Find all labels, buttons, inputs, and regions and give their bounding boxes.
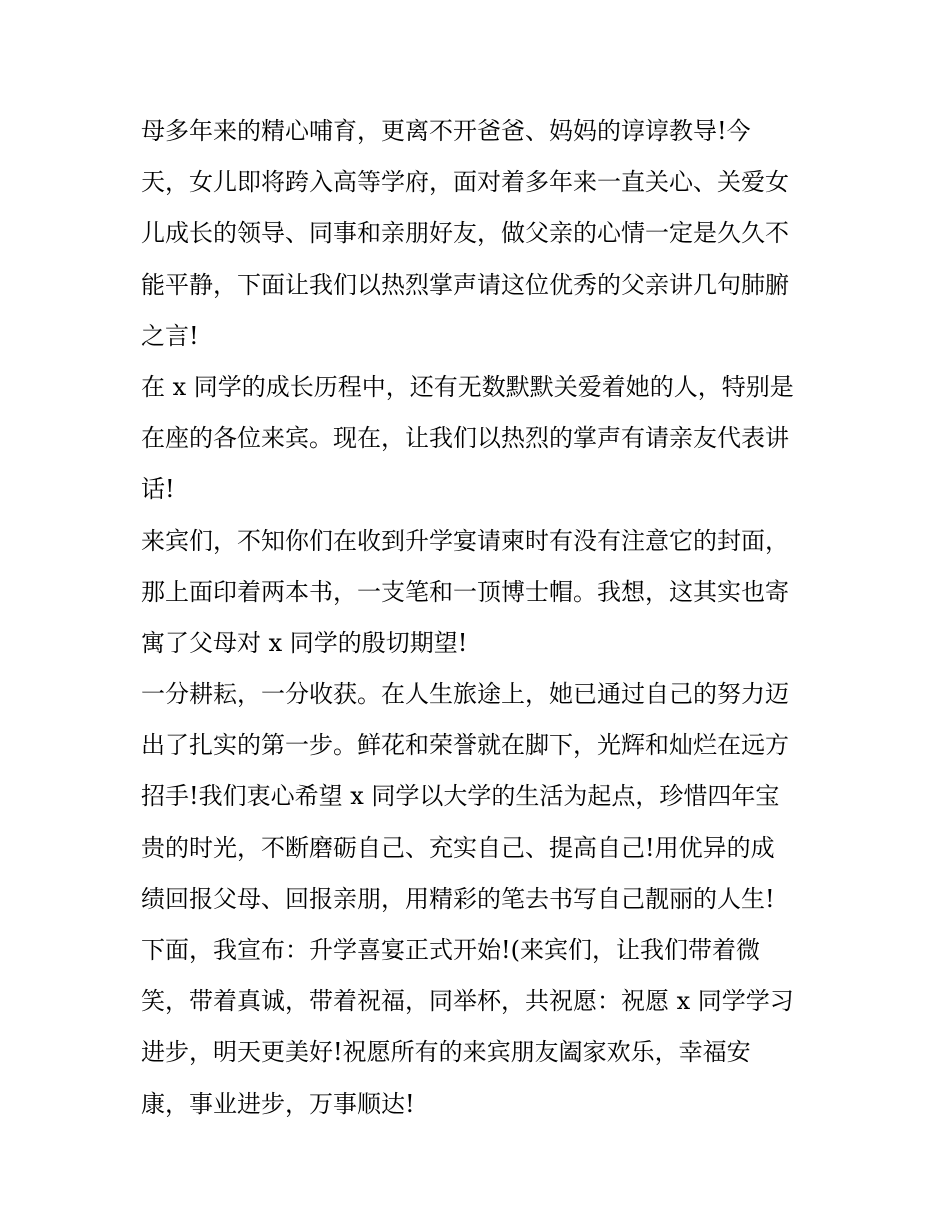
text-line: 下面，我宣布：升学喜宴正式开始!(来宾们，让我们带着微 (141, 936, 761, 964)
text-line: 在座的各位来宾。现在，让我们以热烈的掌声有请亲友代表讲 (141, 424, 789, 453)
text-line: 那上面印着两本书，一支笔和一顶博士帽。我想，这其实也寄 (141, 577, 789, 606)
text-line: 进步，明天更美好!祝愿所有的来宾朋友阖家欢乐，幸福安 (141, 1038, 751, 1067)
text-line: 天，女儿即将跨入高等学府，面对着多年来一直关心、关爱女 (141, 168, 789, 197)
text-line: 话! (141, 475, 175, 504)
text-line: 来宾们，不知你们在收到升学宴请柬时有没有注意它的封面， (141, 526, 789, 555)
text-line: 贵的时光，不断磨砺自己、充实自己、提高自己!用优异的成 (141, 833, 775, 862)
document-body (141, 106, 821, 1130)
text-line: 寓了父母对 x 同学的殷切期望! (141, 628, 468, 657)
text-line: 能平静，下面让我们以热烈掌声请这位优秀的父亲讲几句肺腑 (141, 270, 789, 299)
text-line: 招手!我们衷心希望 x 同学以大学的生活为起点，珍惜四年宝 (141, 782, 780, 811)
text-line: 康，事业进步，万事顺达! (141, 1089, 415, 1118)
text-line: 出了扎实的第一步。鲜花和荣誉就在脚下，光辉和灿烂在远方 (141, 731, 789, 760)
text-line: 笑，带着真诚，带着祝福，同举杯，共祝愿：祝愿 x 同学学习 (141, 987, 794, 1016)
text-line: 儿成长的领导、同事和亲朋好友，做父亲的心情一定是久久不 (141, 219, 789, 248)
text-line: 绩回报父母、回报亲朋，用精彩的笔去书写自己靓丽的人生! (141, 884, 775, 913)
text-line: 在 x 同学的成长历程中，还有无数默默关爱着她的人，特别是 (141, 372, 794, 401)
text-line: 母多年来的精心哺育，更离不开爸爸、妈妈的谆谆教导!今 (141, 117, 751, 145)
text-line: 一分耕耘，一分收获。在人生旅途上，她已通过自己的努力迈 (141, 680, 789, 709)
text-line: 之言! (141, 321, 199, 350)
